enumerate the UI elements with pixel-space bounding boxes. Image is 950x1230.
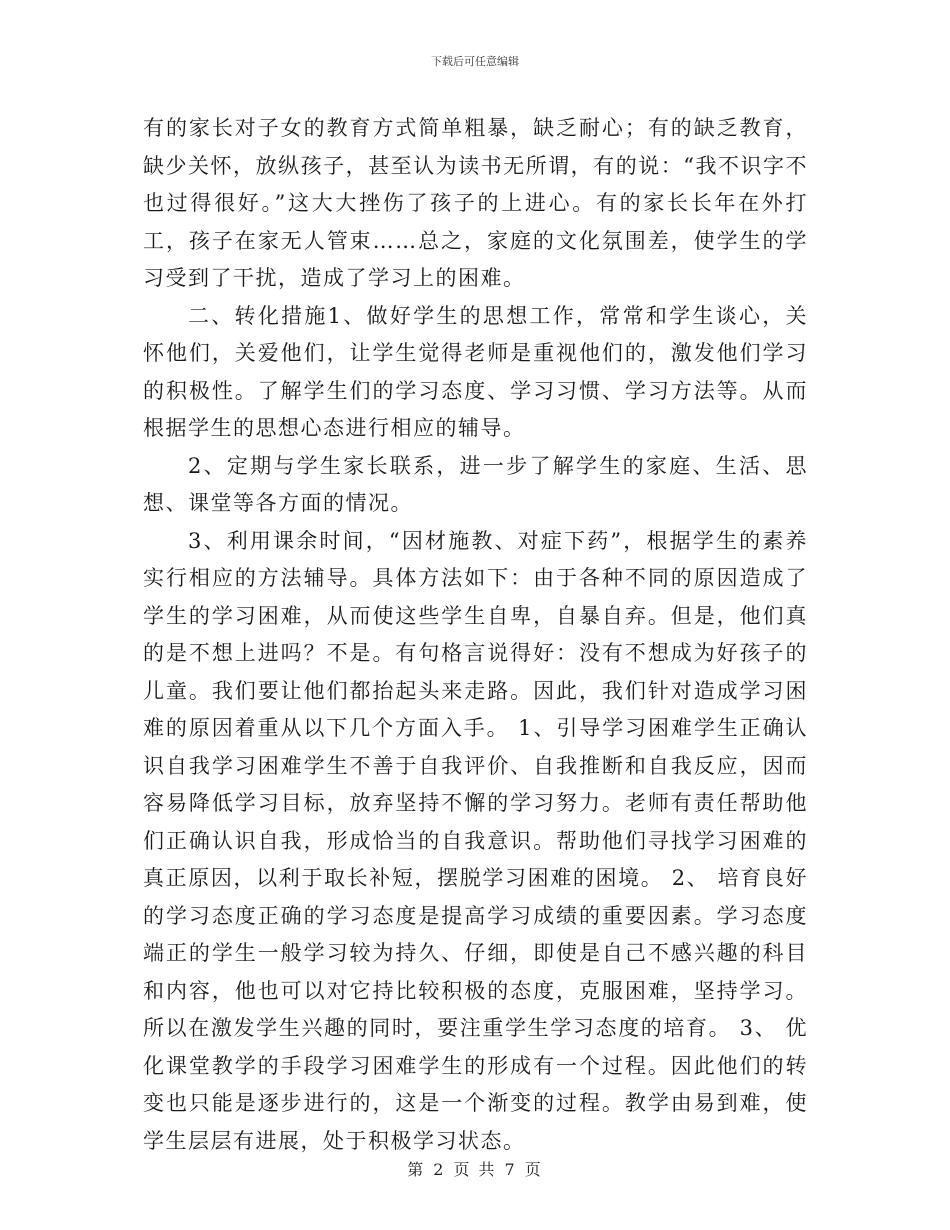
paragraph-3: 2、定期与学生家长联系，进一步了解学生的家庭、生活、思想、课堂等各方面的情况。 <box>143 453 808 515</box>
footer-total-pages: 7 <box>504 1160 517 1179</box>
footer-suffix: 页 <box>524 1160 543 1179</box>
page-number-footer <box>0 1157 950 1180</box>
document-body <box>143 110 808 1160</box>
paragraph-4: 3、利用课余时间，“因材施教、对症下药”，根据学生的素养实行相应的方法辅导。具体方法如下：由于各种不同的原因造成了学生的学习困难，从而使这些学生自卑，自暴自弃。但是，他们真的是不想上进吗？不是。有句格言说得好：没有不想成为好孩子的儿童。我们要让他们都抬起头来走路。因此，我们针对造成学习困难的原因着重从以下几个方面入手。 1、引导学习困难学生正确认识自我学习困难学生不善于自我评价、自我推断和自我反应，因而容易降低学习目标，放弃坚持不懈的学习努力。老师有责任帮助他们正确认识自我，形成恰当的自我意识。帮助他们寻找学习困难的真正原因，以利于取长补短，摆脱学习困难的困境。 2、 培育良好的学习态度正确的学习态度是提高学习成绩的重要因素。学习态度端正的学生一般学习较为持久、仔细，即使是自己不感兴趣的科目和内容，他也可以对它持比较积极的态度，克服困难，坚持学习。所以在激发学生兴趣的同时，要注重学生学习态度的培育。 3、 优化课堂教学的手段学习困难学生的形成有一个过程。因此他们的转变也只能是逐步进行的，这是一个渐变的过程。教学由易到难，使学生层层有进展，处于积极学习状态。 <box>143 528 808 1153</box>
footer-middle: 页 共 <box>453 1160 497 1179</box>
footer-prefix: 第 <box>407 1160 426 1179</box>
header-note: 下载后可任意编辑 <box>431 55 519 68</box>
paragraph-1: 有的家长对子女的教育方式简单粗暴，缺乏耐心；有的缺乏教育，缺少关怀，放纵孩子，甚至认为读书无所谓，有的说：“我不识字不也过得很好。”这大大挫伤了孩子的上进心。有的家长长年在外打工，孩子在家无人管束……总之，家庭的文化氛围差，使学生的学习受到了干扰，造成了学习上的困难。 <box>143 116 808 290</box>
footer-current-page: 2 <box>433 1160 446 1179</box>
paragraph-2: 二、转化措施1、做好学生的思想工作，常常和学生谈心，关怀他们，关爱他们，让学生觉得老师是重视他们的，激发他们学习的积极性。了解学生们的学习态度、学习习惯、学习方法等。从而根据学生的思想心态进行相应的辅导。 <box>143 303 808 440</box>
